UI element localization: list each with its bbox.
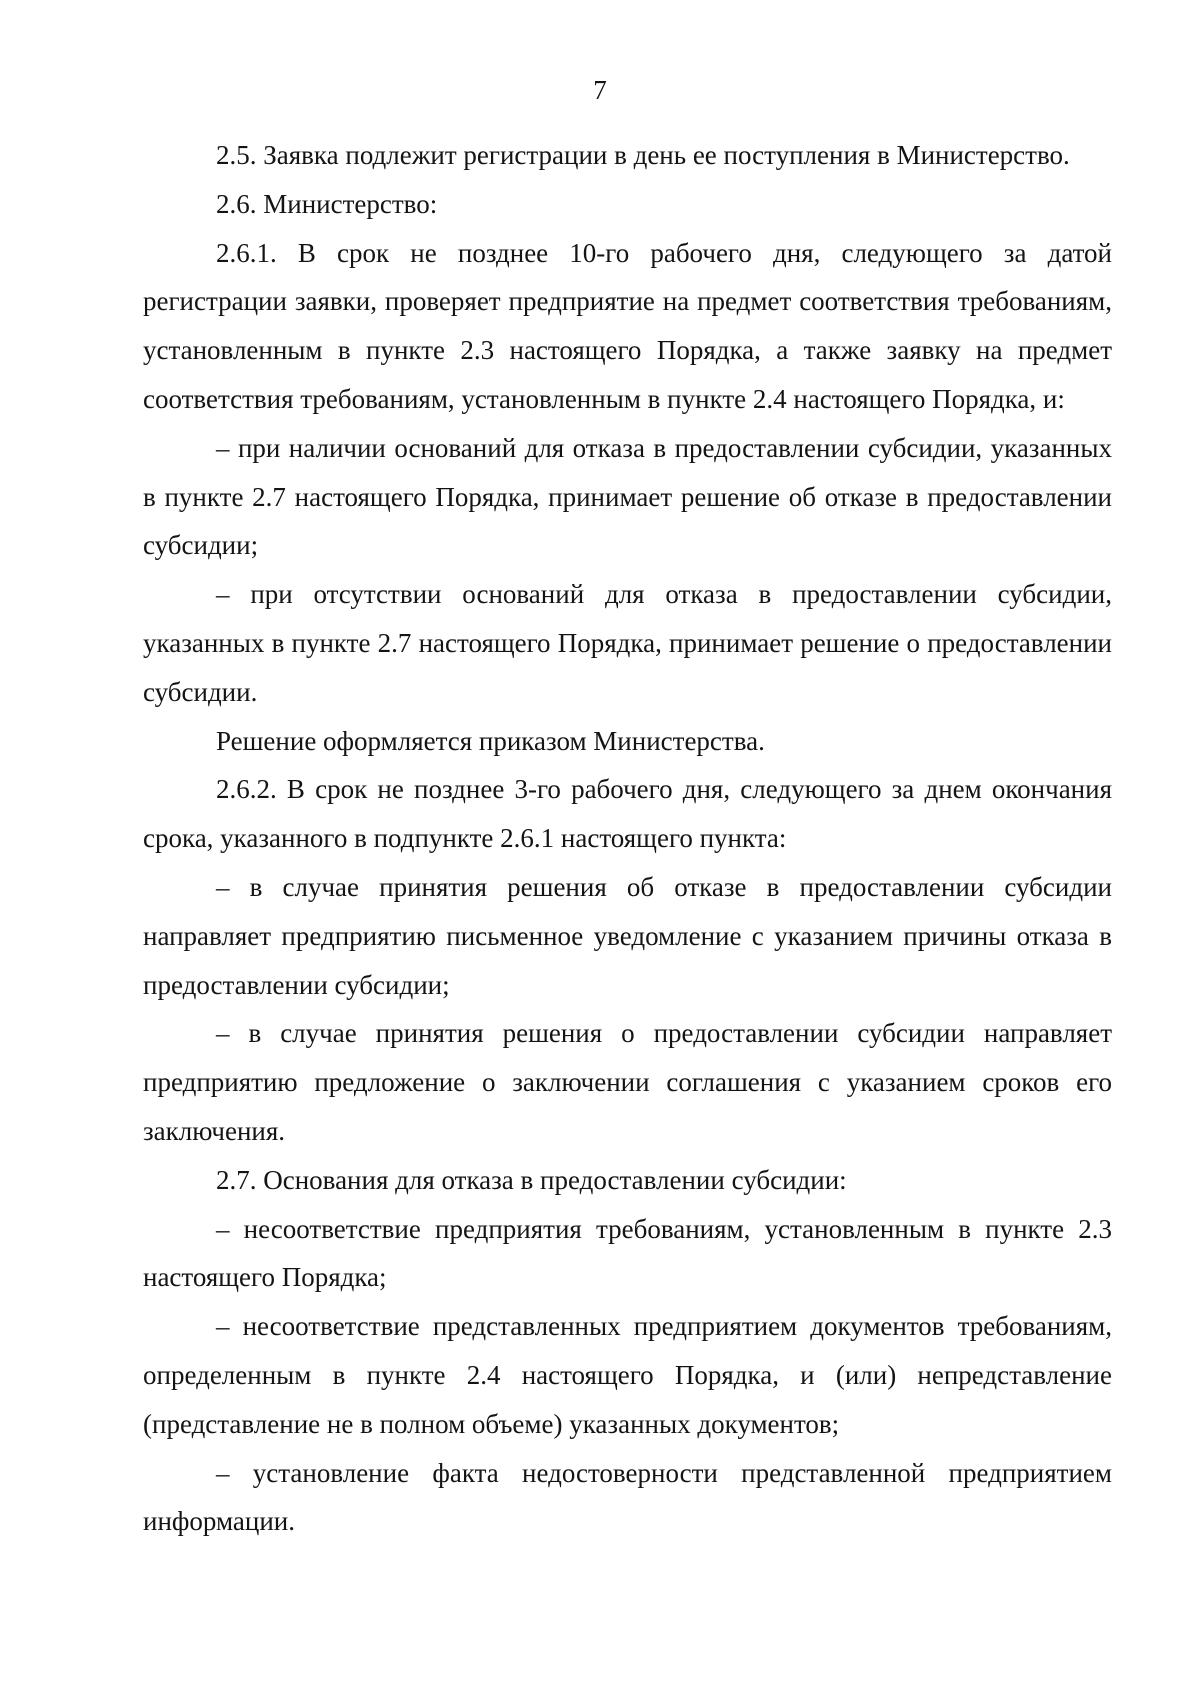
list-item-agreement-offer: – в случае принятия решения о предоставлении субсидии направляет предприятию предложение о заключении соглашения с указанием сроков его заключения. [143,1018,1112,1146]
page-number: 7 [593,75,607,105]
list-item-refusal-decision: – при наличии оснований для отказа в предоставлении субсидии, указанных в пункте 2.7 настоящего Порядка, принимает решение об отказе в предоставлении субсидии; [143,432,1112,561]
list-item-documents-mismatch: – несоответствие представленных предприятием документов требованиям, определенным в пункте 2.4 настоящего Порядка, и (или) непредставление (представление не в полном объеме) указанных документов; [143,1311,1112,1439]
list-item-false-information: – установление факта недостоверности представленной предприятием информации. [143,1457,1112,1537]
paragraph-2-7: 2.7. Основания для отказа в предоставлении субсидии: [216,1164,847,1195]
list-item-grant-decision: – при отсутствии оснований для отказа в предоставлении субсидии, указанных в пункте 2.7 настоящего Порядка, принимает решение о предоставлении субсидии. [143,579,1112,707]
paragraph-2-6-2: 2.6.2. В срок не позднее 3-го рабочего дня, следующего за днем окончания срока, указанного в подпункте 2.6.1 настоящего пункта: [143,774,1112,854]
paragraph-2-5: 2.5. Заявка подлежит регистрации в день ее поступления в Министерство. [216,140,1070,170]
list-item-refusal-notice: – в случае принятия решения об отказе в предоставлении субсидии направляет предприятию письменное уведомление с указанием причины отказа в предоставлении субсидии; [143,871,1112,1000]
list-item-enterprise-mismatch: – несоответствие предприятия требованиям, установленным в пункте 2.3 настоящего Порядка; [143,1213,1112,1293]
document-body [143,131,1112,1546]
paragraph-2-6: 2.6. Министерство: [216,188,438,219]
paragraph-2-6-1: 2.6.1. В срок не позднее 10-го рабочего дня, следующего за датой регистрации заявки, проверяет предприятие на предмет соответствия требованиям, установленным в пункте 2.3 настоящего Порядка, а также заявку на предмет соответствия требованиям, установленным в пункте 2.4 настоящего Порядка, и: [143,237,1112,414]
paragraph-decision-order: Решение оформляется приказом Министерства. [216,725,765,756]
